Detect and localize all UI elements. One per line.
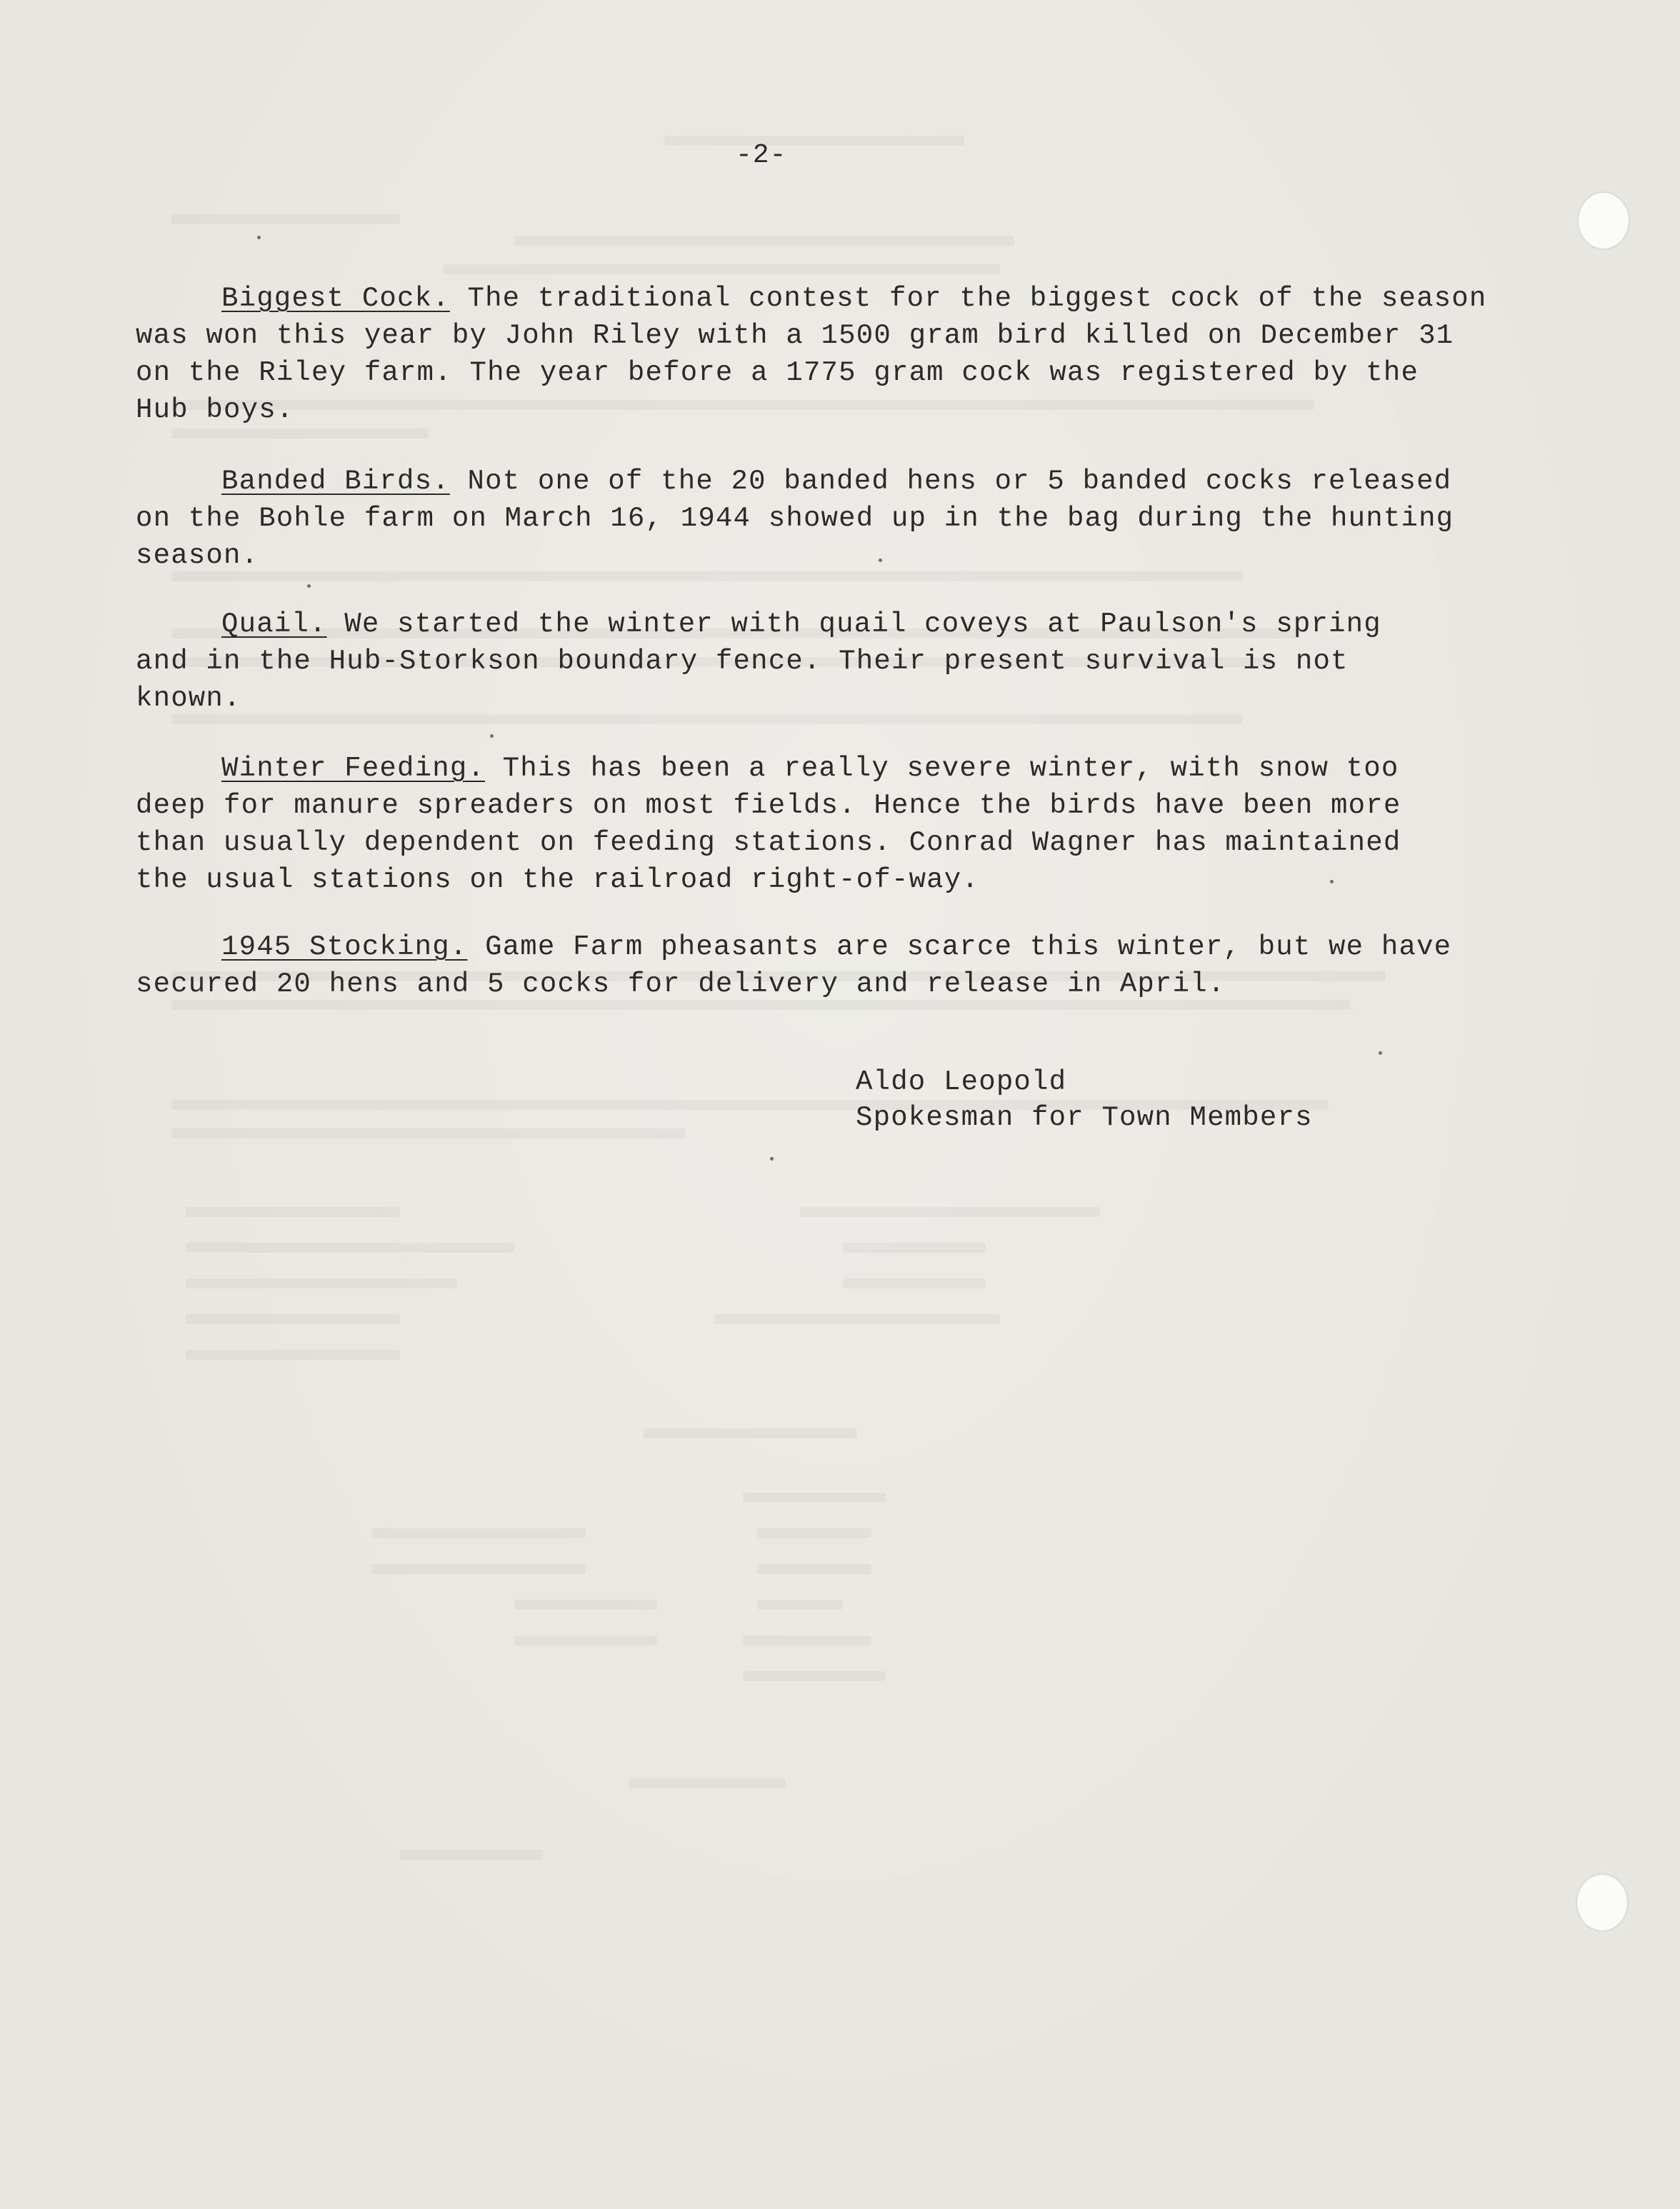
paragraph-line: season. — [136, 540, 259, 571]
signature-name: Aldo Leopold — [856, 1066, 1067, 1098]
paragraph-line: deep for manure spreaders on most fields. Hence the birds have been more — [136, 790, 1401, 821]
paragraph-banded-birds — [136, 463, 1571, 574]
paragraph-line: secured 20 hens and 5 cocks for delivery and release in April. — [136, 968, 1226, 1000]
paper-speck — [307, 584, 311, 588]
paragraph-heading: 1945 Stocking. — [221, 931, 468, 963]
paper-speck — [1330, 880, 1334, 883]
paragraph-line: was won this year by John Riley with a 1500 gram bird killed on December 31 — [136, 320, 1454, 351]
paragraph-quail — [136, 606, 1571, 717]
signature-title: Spokesman for Town Members — [856, 1102, 1313, 1133]
paper-speck — [879, 558, 882, 562]
paragraph-line: 1945 Stocking. Game Farm pheasants are scarce this winter, but we have — [221, 931, 1452, 963]
paragraph-biggest-cock — [136, 280, 1571, 429]
paragraph-heading: Banded Birds. — [221, 466, 450, 497]
paragraph-heading: Biggest Cock. — [221, 283, 450, 314]
paragraph-line: Quail. We started the winter with quail coveys at Paulson's spring — [221, 608, 1381, 640]
paper-speck — [1379, 1051, 1382, 1055]
paragraph-line: known. — [136, 683, 241, 714]
paragraph-line: Hub boys. — [136, 394, 294, 426]
page-number: -2- — [736, 140, 787, 171]
paragraph-line: Biggest Cock. The traditional contest for the biggest cock of the season — [221, 283, 1487, 314]
paragraph-line: Banded Birds. Not one of the 20 banded hens or 5 banded cocks released — [221, 466, 1452, 497]
paper-speck — [490, 734, 494, 738]
paragraph-line: than usually dependent on feeding stations. Conrad Wagner has maintained — [136, 827, 1401, 858]
paper-speck — [257, 236, 261, 239]
punch-hole-bottom — [1577, 1875, 1627, 1930]
punch-hole-top — [1579, 193, 1629, 249]
paragraph-line: on the Riley farm. The year before a 1775 gram cock was registered by the — [136, 357, 1419, 389]
paragraph-line: and in the Hub-Storkson boundary fence. Their present survival is not — [136, 646, 1349, 677]
paragraph-line: on the Bohle farm on March 16, 1944 showed up in the bag during the hunting — [136, 503, 1454, 534]
paragraph-line: the usual stations on the railroad right-of-way. — [136, 864, 979, 896]
paper-speck — [770, 1157, 774, 1161]
paragraph-1945-stocking — [136, 928, 1571, 1003]
paragraph-heading: Winter Feeding. — [221, 753, 486, 784]
paragraph-line: Winter Feeding. This has been a really severe winter, with snow too — [221, 753, 1399, 784]
paragraph-winter-feeding — [136, 750, 1571, 898]
signature-block — [856, 1064, 1313, 1136]
paragraph-heading: Quail. — [221, 608, 327, 640]
